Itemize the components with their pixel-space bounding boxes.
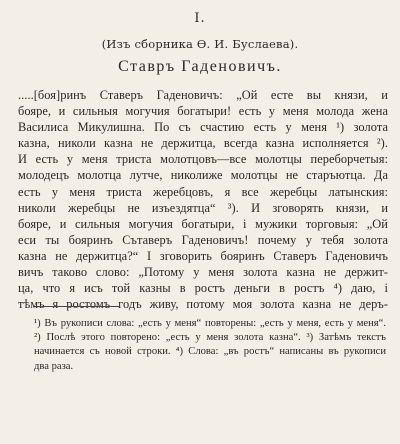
text-line: казна не держитца?“ І зговорить бояринъ Ставеръ Гаденовичъ xyxy=(18,248,388,263)
text-line: ца, что я исъ той казны в ростъ деньги в ростъ ⁴) даю, і xyxy=(18,281,388,296)
text-line: И есть у меня триста молотцовъ—все молотцы переборчетыя: xyxy=(18,152,388,167)
text-line: .....[боя]ринъ Ставеръ Гаденовичъ: „Ой есте вы князи, и xyxy=(18,88,388,102)
footnote-line: два раза. xyxy=(34,360,74,372)
text-line: вичъ таково слово: „Потому у меня золота казна не держит- xyxy=(18,265,388,280)
footnote-line: ¹) Въ рукописи слова: „есть у меня“ повторены: „есть у меня, есть у меня“. xyxy=(34,318,386,329)
text-line: николи жеребцы не изъездятца“ ³). И зговорять князи, и xyxy=(18,200,388,215)
footnote-divider xyxy=(33,306,119,307)
text-line: тѣмъ я ростомъ годъ живу, потому моя золота казна не деръ- xyxy=(18,297,388,312)
text-line: бояре, и сильныя могучия богатыри! есть у меня молода жена xyxy=(18,104,388,119)
text-line: есть у меня триста жеребцовъ, я все жеребцы латынския: xyxy=(18,184,388,199)
page-title: Ставръ Гаденовичъ. xyxy=(118,58,282,75)
text-line: казна, николи казна не держитца, всегда казна исполняется ²). xyxy=(18,136,388,151)
text-line: еси ты бояринъ Сътаверъ Гаденовичъ! почему у тебя золота xyxy=(18,232,388,247)
source-note: (Изъ сборника Ѳ. И. Буслаева). xyxy=(101,37,299,51)
footnotes xyxy=(34,317,386,374)
footnote-line: ²) Послѣ этого повторено: „есть у меня золота казна“. ³) Затѣмъ текстъ xyxy=(34,332,386,344)
text-line: молодецъ молотца лутче, николиже молотцы не старъютца. Да xyxy=(18,168,388,183)
footnote-line: начинается съ новой строки. ⁴) Слова: „въ ростъ“ написаны въ рукописи xyxy=(34,346,386,358)
section-number: I. xyxy=(194,11,206,26)
text-line: Василиса Микулишна. По съ счастию есть у меня ¹) золота xyxy=(18,120,388,135)
text-line: бояре, и сильныя могучия богатыри, і мужики торговыя: „Ой xyxy=(18,216,388,231)
main-text xyxy=(18,87,388,312)
